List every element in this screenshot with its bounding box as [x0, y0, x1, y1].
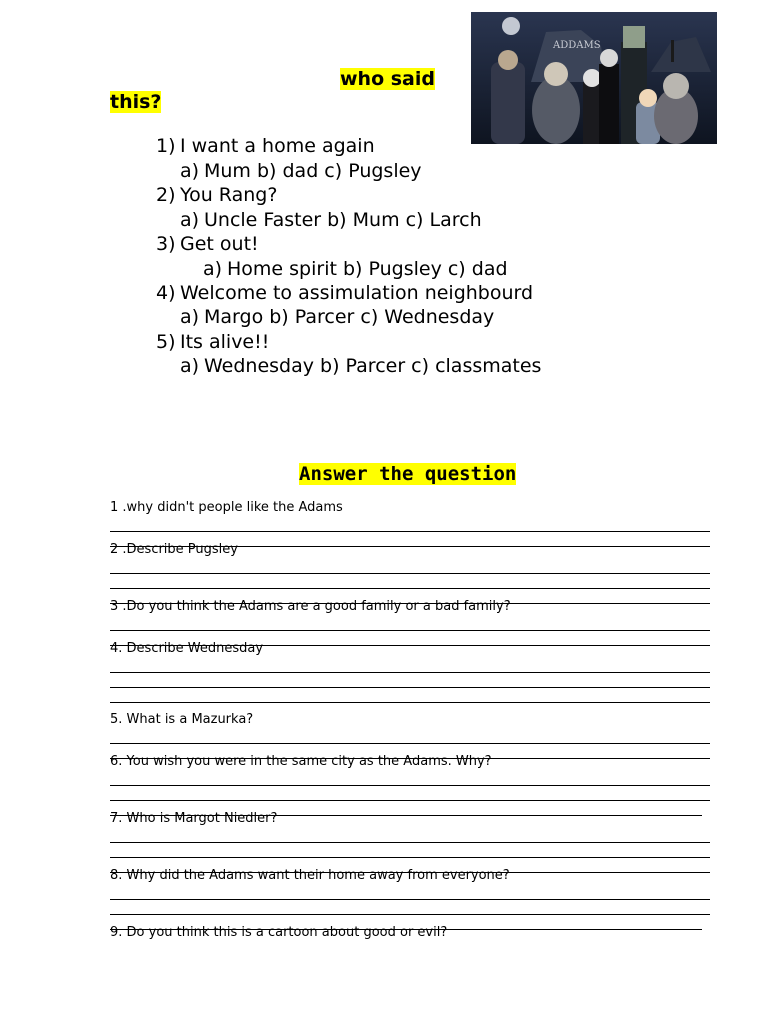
answer-line[interactable] — [110, 900, 710, 915]
question-text: 6. You wish you were in the same city as the Adams. Why? — [110, 754, 492, 769]
question-text: 9. Do you think this is a cartoon about good or evil? — [110, 925, 448, 940]
quiz-options-5: a) Wednesday b) Parcer c) classmates — [180, 355, 542, 377]
question-text: 4. Describe Wednesday — [110, 641, 264, 656]
answer-line[interactable] — [110, 658, 710, 673]
answer-line[interactable] — [110, 729, 710, 744]
answer-line[interactable] — [110, 559, 710, 574]
quiz-options-1: a) Mum b) dad c) Pugsley — [180, 160, 422, 182]
answer-line[interactable] — [110, 574, 710, 589]
open-question-4 — [110, 640, 710, 703]
open-question-7 — [110, 810, 710, 873]
answer-line[interactable] — [110, 771, 710, 786]
question-text: 1 .why didn't people like the Adams — [110, 500, 343, 515]
quiz-options-2: a) Uncle Faster b) Mum c) Larch — [180, 209, 482, 231]
answer-line[interactable] — [110, 688, 710, 703]
open-question-6 — [110, 753, 710, 816]
quiz-question-2: 2) You Rang? — [156, 184, 278, 206]
heading-line1: who said — [340, 68, 435, 90]
answer-line[interactable] — [110, 517, 710, 532]
question-text: 5. What is a Mazurka? — [110, 712, 254, 727]
question-text: 8. Why did the Adams want their home away from everyone? — [110, 868, 510, 883]
answer-line[interactable] — [110, 843, 710, 858]
open-question-1 — [110, 499, 710, 547]
answer-heading-text: Answer the question — [299, 463, 517, 485]
quiz-question-3: 3) Get out! — [156, 233, 259, 255]
answer-line[interactable] — [110, 786, 710, 801]
addams-family-image — [471, 12, 717, 144]
open-question-8 — [110, 867, 710, 930]
heading-line2: this? — [110, 91, 162, 113]
poster-caption: ADDAMS — [553, 40, 601, 51]
open-question-5 — [110, 711, 710, 759]
heading-who-said — [340, 68, 435, 91]
answer-line[interactable] — [110, 616, 710, 631]
open-question-2 — [110, 541, 710, 604]
question-text: 2 .Describe Pugsley — [110, 542, 238, 557]
quiz-question-1: 1) I want a home again — [156, 135, 375, 157]
answer-line[interactable] — [110, 885, 710, 900]
answer-section-heading — [299, 463, 516, 486]
answer-line[interactable] — [110, 673, 710, 688]
heading-this — [110, 91, 161, 114]
quiz-options-4: a) Margo b) Parcer c) Wednesday — [180, 306, 495, 328]
answer-line[interactable] — [110, 828, 710, 843]
quiz-options-3: a) Home spirit b) Pugsley c) dad — [203, 258, 508, 280]
open-question-3 — [110, 598, 710, 646]
family-illustration — [471, 12, 717, 144]
question-text: 3 .Do you think the Adams are a good family or a bad family? — [110, 599, 511, 614]
open-question-9 — [110, 924, 710, 942]
quiz-question-5: 5) Its alive!! — [156, 331, 270, 353]
question-text: 7. Who is Margot Niedler? — [110, 811, 278, 826]
quiz-question-4: 4) Welcome to assimulation neighbourd — [156, 282, 534, 304]
